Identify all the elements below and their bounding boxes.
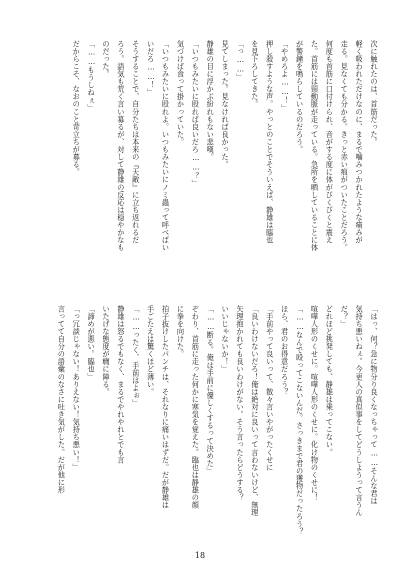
text-line: 矢理抱かれても良いわけがない。そう言ったらどうする？: [235, 305, 245, 502]
text-line: ほら、君のお得意だろう？: [280, 305, 290, 396]
text-line: ろう。語気も荒く言い募るが、対して静雄の反応は穏やかなも: [116, 40, 126, 252]
text-line: 次に触れたのは、首筋だった。: [370, 40, 379, 146]
text-line: に拳を向けた。: [176, 305, 186, 358]
text-line: 「……断る。俺は手前に優しくするって決めた」: [206, 305, 216, 475]
text-line: 「いつもみたいに殴れば良いだろ……？」: [191, 40, 201, 188]
text-line: いたげな態度が癇に障る。: [101, 305, 111, 396]
text-line: 押し殺すような声。やっとのことでそういえば、静雄は臨也: [265, 40, 275, 244]
text-line: 「いつもみたいに殴れよ。いつもみたいにノミ蟲って呼べばい: [161, 40, 171, 252]
page-number: 18: [194, 551, 206, 560]
text-line: 言ってて自分の語彙のなさに吐き気がした。だが他に形: [57, 305, 67, 494]
text-line: 何度も首筋に口付けられ、音がする度に体がびくびくと震え: [325, 40, 335, 244]
text-line: 見てしまった。見なければ良かった。: [221, 40, 231, 169]
text-line: を見下ろしてきた。: [250, 40, 260, 108]
text-line: が警鐘を鳴らしているのだろう。: [295, 40, 305, 154]
text-line: 喧嘩人形のくせに。喧嘩人形のくせに。化け物のくせに！: [310, 305, 320, 502]
text-line: だ？」: [340, 305, 350, 328]
text-line: 「手前やって良いって、散々言いやがったくせに: [265, 305, 275, 472]
text-line: 軽く吸われただけなのに、まるで噛みつかれたような痛みが: [355, 40, 365, 244]
text-line: 走る。見なくても分かる。きっと赤い痕がついたことだろう。: [340, 40, 350, 252]
text-line: 静雄は怒るでもなく、まるでやれやれとでも言: [116, 305, 126, 464]
text-line: 「っ……」: [235, 40, 245, 82]
text-line: 手ごたえは驚くほど薄い。: [146, 305, 156, 396]
text-line: 「……ったく、手前はよぉ」: [131, 305, 141, 407]
text-line: 気持ち悪いねぇ。今更人の真似事をしてどうしようって言うん: [355, 305, 365, 517]
text-line: 静雄の目に浮かぶ紛れもない悲嘆。: [206, 40, 216, 161]
lower-text-block: [57, 305, 378, 541]
text-line: 「諦めが悪い。臨也」: [87, 305, 97, 381]
text-line: 「やめろよ……！」: [280, 40, 290, 112]
text-line: のだった。: [101, 40, 111, 78]
text-line: そうすることで、自分たちは本来の『天敵』に立ち返れるだ: [131, 40, 141, 244]
text-line: だからこそ、なおのこと苛立ちが募る。: [72, 40, 82, 176]
text-line: 「良いわけないだろ！俺は絶対に良いって言わないけど、無理: [250, 305, 260, 517]
text-line: いいじゃないか！」: [221, 305, 231, 373]
text-line: ぞわり、首筋に走った何かに寒気を覚えた。臨也は静雄の顔: [191, 305, 201, 509]
text-line: 「はっ、何？急に物分り良くなっちゃって……そんな君は: [370, 305, 379, 505]
text-line: 「……もうしねぇ」: [87, 40, 97, 112]
text-line: 気づけば食って掛かっていた。: [176, 40, 186, 146]
text-line: 「……なんで殴ってこないんだ。さっきまで君の獲物だったろう？: [295, 305, 305, 536]
text-line: いだろ……！」: [146, 40, 156, 97]
text-line: 「っ冗談じゃない！ありえない！気持ち悪い！」: [72, 305, 82, 472]
text-line: 拍子抜けしたパンチは、それなりに痛いはずだ。だが静雄は: [161, 305, 171, 509]
text-line: た。首筋には頸動脈が走っている。急所を晒していることに体: [310, 40, 320, 252]
text-line: どれほど挑発しても、静雄は乗ってこない。: [325, 305, 335, 456]
upper-text-block: [72, 40, 378, 275]
